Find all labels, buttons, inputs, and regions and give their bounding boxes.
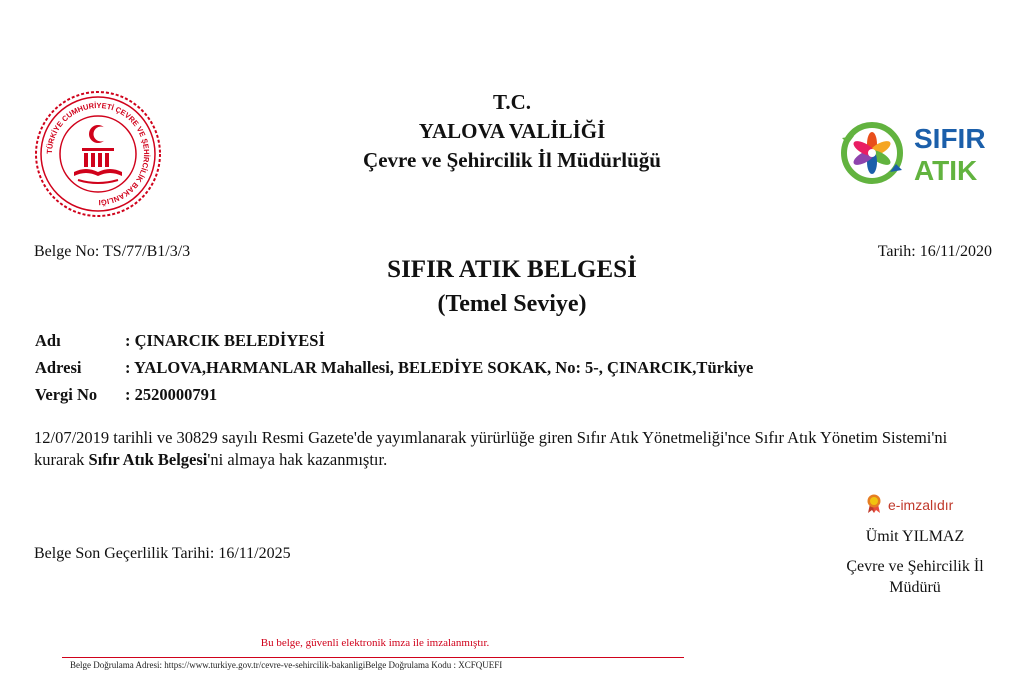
info-value: : ÇINARCIK BELEDİYESİ bbox=[125, 330, 325, 350]
document-number: Belge No: TS/77/B1/3/3 bbox=[34, 243, 191, 260]
signatory-title-line2: Müdürü bbox=[889, 579, 941, 596]
statement-bold-text: Sıfır Atık Belgesi bbox=[88, 450, 208, 469]
logo-word-atik: ATIK bbox=[914, 155, 978, 186]
header-directorate: Çevre ve Şehircilik İl Müdürlüğü bbox=[363, 148, 661, 172]
header-tc: T.C. bbox=[492, 90, 532, 114]
info-row-name bbox=[35, 327, 753, 354]
recipient-info-table bbox=[35, 327, 753, 408]
logo-word-sifir: SIFIR bbox=[914, 123, 986, 154]
signatory-name: Ümit YILMAZ bbox=[865, 528, 965, 545]
info-label: Vergi No bbox=[35, 384, 98, 404]
certificate-statement bbox=[34, 427, 994, 471]
document-date: Tarih: 16/11/2020 bbox=[877, 243, 992, 260]
verification-info: Belge Doğrulama Adresi: https://www.turkiye.gov.tr/cevre-ve-sehircilik-bakanligiBelge Doğrulama Kodu : XCFQUEFI bbox=[70, 660, 503, 670]
info-value: : 2520000791 bbox=[125, 384, 218, 404]
e-signature-badge bbox=[866, 494, 953, 516]
info-row-tax-number bbox=[35, 381, 753, 408]
footer-divider bbox=[62, 657, 684, 658]
statement-text-2: 'ni almaya hak kazanmıştır. bbox=[207, 450, 388, 469]
document-title: SIFIR ATIK BELGESİ bbox=[387, 256, 637, 283]
document-subtitle: (Temel Seviye) bbox=[437, 291, 587, 317]
ribbon-icon bbox=[866, 494, 882, 517]
info-label: Adı bbox=[35, 330, 61, 350]
signatory-title-line1: Çevre ve Şehircilik İl bbox=[846, 558, 984, 575]
e-signature-note: Bu belge, güvenli elektronik imza ile imzalanmıştır. bbox=[260, 637, 490, 649]
info-row-address bbox=[35, 354, 753, 381]
e-signature-label: e-imzalıdır bbox=[888, 497, 954, 513]
info-value: : YALOVA,HARMANLAR Mahallesi, BELEDİYE SOKAK, No: 5-, ÇINARCIK,Türkiye bbox=[125, 357, 754, 377]
seal-text: TÜRKİYE CUMHURİYETİ ÇEVRE VE ŞEHİRCİLİK BAKANLIĞI bbox=[44, 100, 152, 208]
header-governorship: YALOVA VALİLİĞİ bbox=[418, 119, 606, 143]
validity-date: Belge Son Geçerlilik Tarihi: 16/11/2025 bbox=[34, 545, 291, 562]
statement-text-1: 12/07/2019 tarihli ve 30829 sayılı Resmi Gazete'de yayımlanarak yürürlüğe giren Sıfır Atık Yönetmeliği'nce Sıfır Atık Yönetim Sistemi'ni kurarak bbox=[34, 428, 948, 469]
info-label: Adresi bbox=[35, 357, 82, 377]
sifir-atik-logo bbox=[838, 116, 998, 188]
